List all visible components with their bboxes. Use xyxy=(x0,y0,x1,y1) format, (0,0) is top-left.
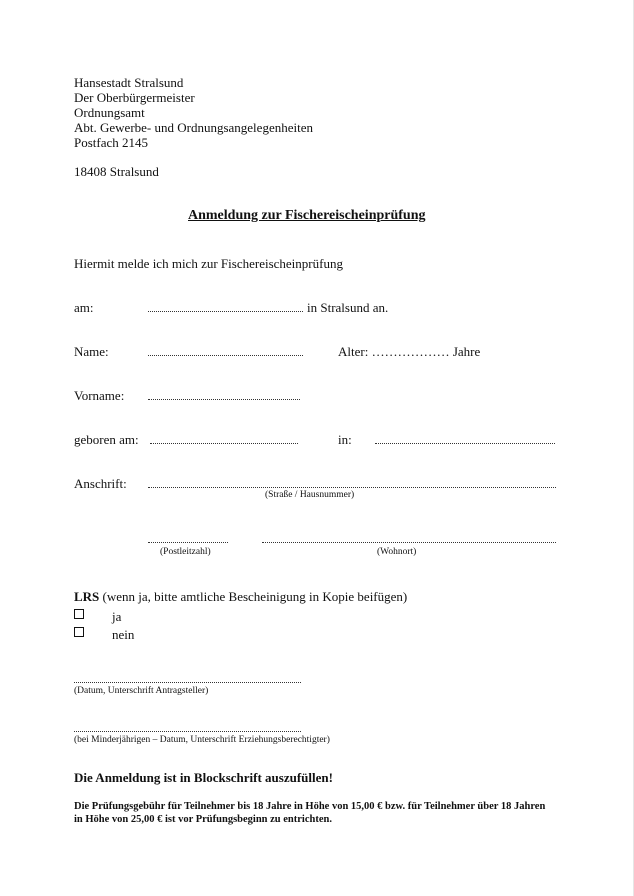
fee-notice-line2: in Höhe von 25,00 € ist vor Prüfungsbeginn zu entrichten. xyxy=(74,814,332,825)
address-line-pobox: Postfach 2145 xyxy=(74,135,149,150)
fee-notice-line1: Die Prüfungsgebühr für Teilnehmer bis 18 Jahre in Höhe von 15,00 € bzw. für Teilnehmer über 18 Jahren xyxy=(74,801,546,812)
lrs-ja-checkbox[interactable] xyxy=(74,609,84,619)
geboren-label: geboren am: xyxy=(74,432,139,447)
wohnort-field[interactable] xyxy=(262,542,556,543)
name-label: Name: xyxy=(74,344,109,359)
am-suffix: in Stralsund an. xyxy=(307,300,389,315)
address-postal-city: 18408 Stralsund xyxy=(74,164,159,179)
name-field[interactable] xyxy=(148,355,303,356)
blockschrift-notice: Die Anmeldung ist in Blockschrift auszufüllen! xyxy=(74,770,333,785)
plz-field[interactable] xyxy=(148,542,228,543)
intro-text: Hiermit melde ich mich zur Fischereischeinprüfung xyxy=(74,256,343,271)
lrs-ja-label: ja xyxy=(112,609,122,624)
vorname-field[interactable] xyxy=(148,399,300,400)
address-line-city-name: Hansestadt Stralsund xyxy=(74,75,184,90)
lrs-label: LRS xyxy=(74,589,100,604)
address-line-mayor: Der Oberbürgermeister xyxy=(74,90,195,105)
guardian-signature-caption: (bei Minderjährigen – Datum, Unterschrift Erziehungsberechtigter) xyxy=(74,735,330,745)
strasse-caption: (Straße / Hausnummer) xyxy=(265,490,355,500)
strasse-field[interactable] xyxy=(148,487,556,488)
am-date-field[interactable] xyxy=(148,311,303,312)
alter-label: Alter: ……………… Jahre xyxy=(338,344,481,359)
lrs-nein-label: nein xyxy=(112,627,135,642)
lrs-note: (wenn ja, bitte amtliche Bescheinigung in Kopie beifügen) xyxy=(102,589,408,604)
in-label: in: xyxy=(338,432,352,447)
geburtsort-field[interactable] xyxy=(375,443,555,444)
lrs-line xyxy=(74,590,407,603)
anschrift-label: Anschrift: xyxy=(74,476,127,491)
form-title: Anmeldung zur Fischereischeinprüfung xyxy=(188,208,426,223)
applicant-signature-caption: (Datum, Unterschrift Antragsteller) xyxy=(74,686,209,696)
plz-caption: (Postleitzahl) xyxy=(160,547,211,557)
applicant-signature-field[interactable] xyxy=(74,682,301,683)
address-line-department: Abt. Gewerbe- und Ordnungsangelegenheiten xyxy=(74,120,313,135)
lrs-nein-checkbox[interactable] xyxy=(74,627,84,637)
guardian-signature-field[interactable] xyxy=(74,731,301,732)
address-line-office: Ordnungsamt xyxy=(74,105,145,120)
wohnort-caption: (Wohnort) xyxy=(377,547,417,557)
geboren-field[interactable] xyxy=(150,443,298,444)
vorname-label: Vorname: xyxy=(74,388,125,403)
am-label: am: xyxy=(74,300,94,315)
